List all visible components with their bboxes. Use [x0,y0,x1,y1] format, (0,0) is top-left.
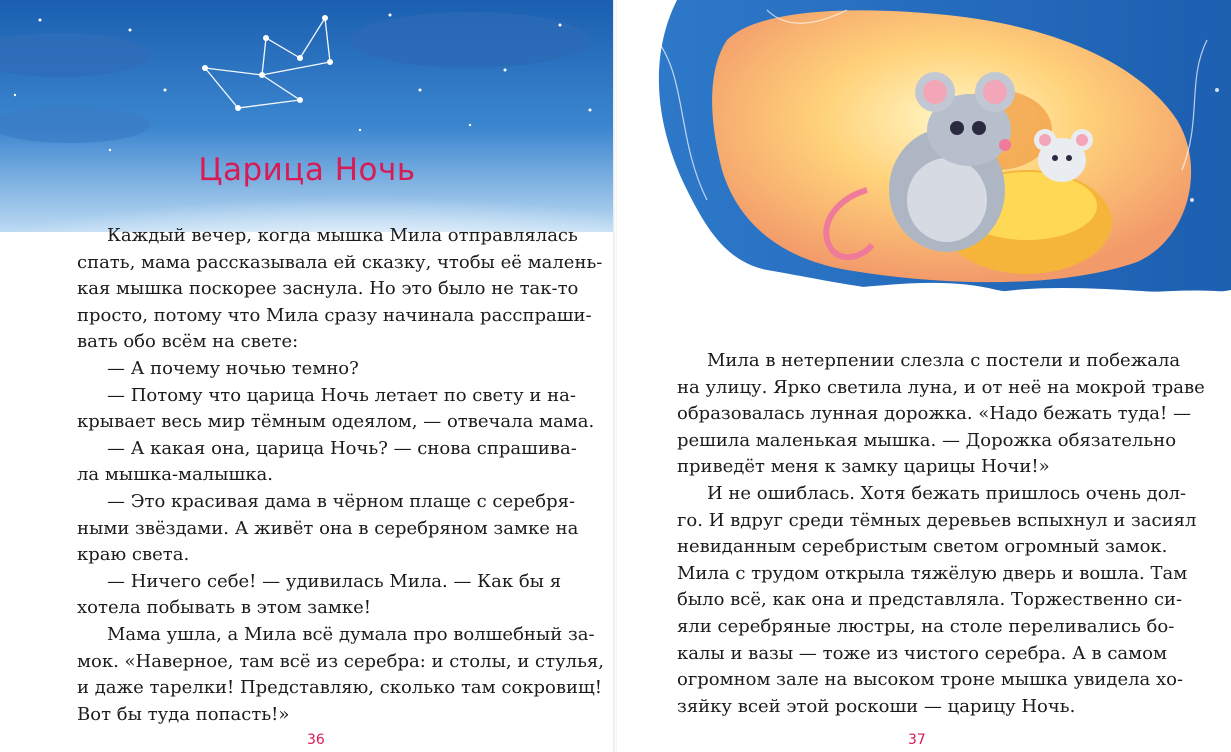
text-line: ными звёздами. А живёт она в серебряном замке на [77,517,579,539]
text-line: вать обо всём на свете: [77,331,299,353]
text-line: Мама ушла, а Мила всё думала про волшебный за- [107,623,595,645]
text-line: — Ничего себе! — удивилась Мила. — Как бы я [107,570,562,592]
text-line: приведёт меня к замку царицы Ночи!» [677,456,1050,478]
text-line: огромном зале на высоком троне мышка увидела хо- [677,669,1184,691]
right-page-text [677,348,1205,720]
text-line: Каждый вечер, когда мышка Мила отправлялась [107,225,578,246]
chapter-title: Царица Ночь [198,152,416,188]
text-line: и даже тарелки! Представляю, сколько там сокровищ! [77,677,602,699]
text-line: крывает весь мир тёмным одеялом, — отвечала мама. [77,411,595,433]
text-line: образовалась лунная дорожка. «Надо бежать туда! — [677,403,1191,425]
text-line: мок. «Наверное, там всё из серебра: и столы, и стулья, [77,650,604,672]
mice-illustration [617,0,1231,305]
text-line: на улицу. Ярко светила луна, и от неё на мокрой траве [677,376,1205,398]
text-line: кая мышка поскорее заснула. Но это было не так-то [77,278,579,300]
text-line: И не ошиблась. Хотя бежать пришлось очень дол- [707,482,1187,504]
text-line: спать, мама рассказывала ей сказку, чтобы её малень- [77,251,603,273]
page-number-left: 36 [307,732,325,748]
text-line: решила маленькая мышка. — Дорожка обязательно [677,429,1177,451]
text-line: ла мышка-малышка. [77,464,273,486]
text-line: калы и вазы — тоже из чистого серебра. А в самом [677,642,1167,664]
text-line: Мила в нетерпении слезла с постели и побежала [707,350,1181,371]
left-page [0,0,614,752]
text-line: — Это красивая дама в чёрном плаще с серебря- [107,490,576,512]
page-number-right: 37 [908,732,926,748]
right-page [617,0,1231,752]
text-line: невиданным серебристым светом огромный замок. [677,536,1168,558]
night-sky-illustration [0,0,614,232]
text-line: Вот бы туда попасть!» [77,703,290,725]
text-line: было всё, как она и представляла. Торжественно си- [677,589,1183,611]
text-line: яли серебряные люстры, на столе переливались бо- [677,615,1175,637]
text-line: Мила с трудом открыла тяжёлую дверь и вошла. Там [677,562,1188,584]
text-line: — Потому что царица Ночь летает по свету и на- [107,384,576,406]
text-line: го. И вдруг среди тёмных деревьев вспыхнул и засиял [677,509,1197,531]
text-line: — А почему ночью темно? [107,357,359,379]
text-line: зяйку всей этой роскоши — царицу Ночь. [677,695,1076,717]
left-page-text [77,223,604,728]
text-line: хотела побывать в этом замке! [77,597,371,619]
text-line: краю света. [77,544,190,566]
text-line: просто, потому что Мила сразу начинала расспраши- [77,304,592,326]
text-line: — А какая она, царица Ночь? — снова спрашива- [107,437,577,459]
